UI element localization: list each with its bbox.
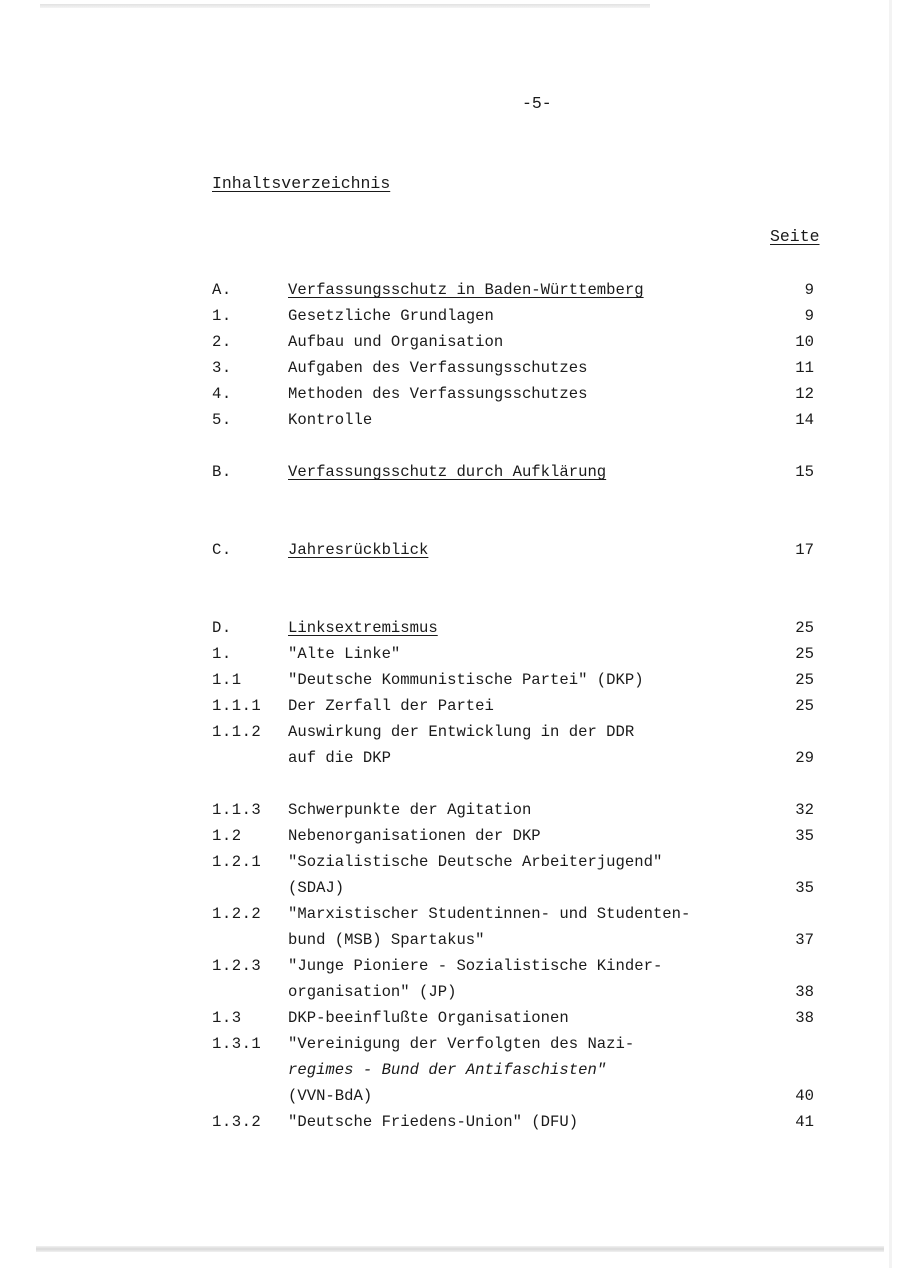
toc-entry-number: A. xyxy=(212,281,232,299)
toc-entry xyxy=(0,980,900,1004)
toc-entry-page: 14 xyxy=(795,411,814,429)
toc-entry-title: bund (MSB) Spartakus" xyxy=(288,931,485,949)
toc-entry-page: 17 xyxy=(795,541,814,559)
toc-entry-number: 1.3.2 xyxy=(212,1113,262,1131)
toc-entry-number: 1.3 xyxy=(212,1009,242,1027)
scan-edge-top xyxy=(40,4,650,8)
toc-entry-number: 1.1.3 xyxy=(212,801,262,819)
toc-entry xyxy=(0,616,900,640)
toc-entry-page: 25 xyxy=(795,619,814,637)
toc-entry-title: (VVN-BdA) xyxy=(288,1087,373,1105)
toc-entry-page: 38 xyxy=(795,1009,814,1027)
toc-entry-title: "Deutsche Friedens-Union" (DFU) xyxy=(288,1113,579,1131)
toc-entry-title: DKP-beeinflußte Organisationen xyxy=(288,1009,569,1027)
toc-entry-title: Gesetzliche Grundlagen xyxy=(288,307,494,325)
toc-entry-number: 2. xyxy=(212,333,232,351)
toc-entry-number: 1.2.1 xyxy=(212,853,262,871)
toc-entry-title: auf die DKP xyxy=(288,749,391,767)
toc-entry-title: Auswirkung der Entwicklung in der DDR xyxy=(288,723,635,741)
toc-entry xyxy=(0,720,900,744)
toc-entry xyxy=(0,382,900,406)
page-title: Inhaltsverzeichnis xyxy=(212,174,391,193)
toc-entry-title: (SDAJ) xyxy=(288,879,345,897)
toc-entry-title: Aufbau und Organisation xyxy=(288,333,504,351)
toc-entry-number: 1.2 xyxy=(212,827,242,845)
toc-entry-title: Verfassungsschutz durch Aufklärung xyxy=(288,463,607,481)
toc-entry xyxy=(0,1110,900,1134)
toc-entry-page: 40 xyxy=(795,1087,814,1105)
toc-entry-title: "Alte Linke" xyxy=(288,645,401,663)
toc-entry-page: 10 xyxy=(795,333,814,351)
toc-entry xyxy=(0,330,900,354)
page-column-header: Seite xyxy=(770,227,820,246)
toc-entry-number: 1.1 xyxy=(212,671,242,689)
toc-entry-number: 1.2.3 xyxy=(212,957,262,975)
toc-entry-title: Jahresrückblick xyxy=(288,541,429,559)
toc-entry xyxy=(0,954,900,978)
toc-entry-title: Methoden des Verfassungsschutzes xyxy=(288,385,588,403)
toc-entry-title: "Vereinigung der Verfolgten des Nazi- xyxy=(288,1035,635,1053)
toc-entry xyxy=(0,356,900,380)
toc-entry-title: "Sozialistische Deutsche Arbeiterjugend" xyxy=(288,853,663,871)
toc-entry-page: 29 xyxy=(795,749,814,767)
toc-entry-title: "Junge Pioniere - Sozialistische Kinder- xyxy=(288,957,663,975)
toc-entry-number: 1.3.1 xyxy=(212,1035,262,1053)
toc-entry xyxy=(0,642,900,666)
toc-entry xyxy=(0,850,900,874)
toc-entry-title: regimes - Bund der Antifaschisten" xyxy=(288,1061,607,1079)
toc-entry-number: 5. xyxy=(212,411,232,429)
toc-entry xyxy=(0,408,900,432)
toc-entry-number: 4. xyxy=(212,385,232,403)
toc-entry xyxy=(0,746,900,770)
toc-entry-title: Linksextremismus xyxy=(288,619,438,637)
toc-entry-title: Verfassungsschutz in Baden-Württemberg xyxy=(288,281,644,299)
toc-entry-page: 38 xyxy=(795,983,814,1001)
toc-entry-number: B. xyxy=(212,463,232,481)
toc-entry xyxy=(0,460,900,484)
toc-entry xyxy=(0,278,900,302)
toc-entry-title: organisation" (JP) xyxy=(288,983,457,1001)
toc-entry xyxy=(0,1032,900,1056)
toc-entry xyxy=(0,1084,900,1108)
toc-entry-number: 1. xyxy=(212,307,232,325)
toc-entry-number: 1.2.2 xyxy=(212,905,262,923)
toc-entry-number: 1.1.1 xyxy=(212,697,262,715)
toc-entry-number: 1.1.2 xyxy=(212,723,262,741)
toc-entry xyxy=(0,824,900,848)
toc-entry xyxy=(0,694,900,718)
toc-entry xyxy=(0,668,900,692)
toc-entry xyxy=(0,1006,900,1030)
toc-entry-title: "Marxistischer Studentinnen- und Studenten- xyxy=(288,905,691,923)
toc-entry xyxy=(0,1058,900,1082)
scan-edge-bottom xyxy=(36,1246,884,1252)
toc-entry-title: Aufgaben des Verfassungsschutzes xyxy=(288,359,588,377)
toc-entry xyxy=(0,538,900,562)
toc-entry-page: 32 xyxy=(795,801,814,819)
toc-entry-page: 35 xyxy=(795,827,814,845)
toc-entry xyxy=(0,798,900,822)
toc-entry-page: 37 xyxy=(795,931,814,949)
toc-entry-page: 25 xyxy=(795,671,814,689)
page-number: -5- xyxy=(522,94,552,113)
toc-entry xyxy=(0,902,900,926)
toc-entry-page: 12 xyxy=(795,385,814,403)
toc-entry-number: D. xyxy=(212,619,232,637)
toc-entry-page: 25 xyxy=(795,697,814,715)
toc-entry xyxy=(0,876,900,900)
toc-entry-number: 1. xyxy=(212,645,232,663)
toc-entry-title: "Deutsche Kommunistische Partei" (DKP) xyxy=(288,671,644,689)
toc-entry-page: 35 xyxy=(795,879,814,897)
toc-entry-number: C. xyxy=(212,541,232,559)
toc-entry-title: Der Zerfall der Partei xyxy=(288,697,494,715)
toc-entry-title: Schwerpunkte der Agitation xyxy=(288,801,532,819)
toc-entry-page: 15 xyxy=(795,463,814,481)
toc-entry-page: 9 xyxy=(804,281,814,299)
toc-entry-page: 41 xyxy=(795,1113,814,1131)
toc-entry xyxy=(0,928,900,952)
toc-entry-title: Kontrolle xyxy=(288,411,373,429)
toc-entry-title: Nebenorganisationen der DKP xyxy=(288,827,541,845)
toc-entry-page: 9 xyxy=(804,307,814,325)
toc-entry-page: 25 xyxy=(795,645,814,663)
toc-entry-number: 3. xyxy=(212,359,232,377)
toc-entry xyxy=(0,304,900,328)
toc-entry-page: 11 xyxy=(795,359,814,377)
